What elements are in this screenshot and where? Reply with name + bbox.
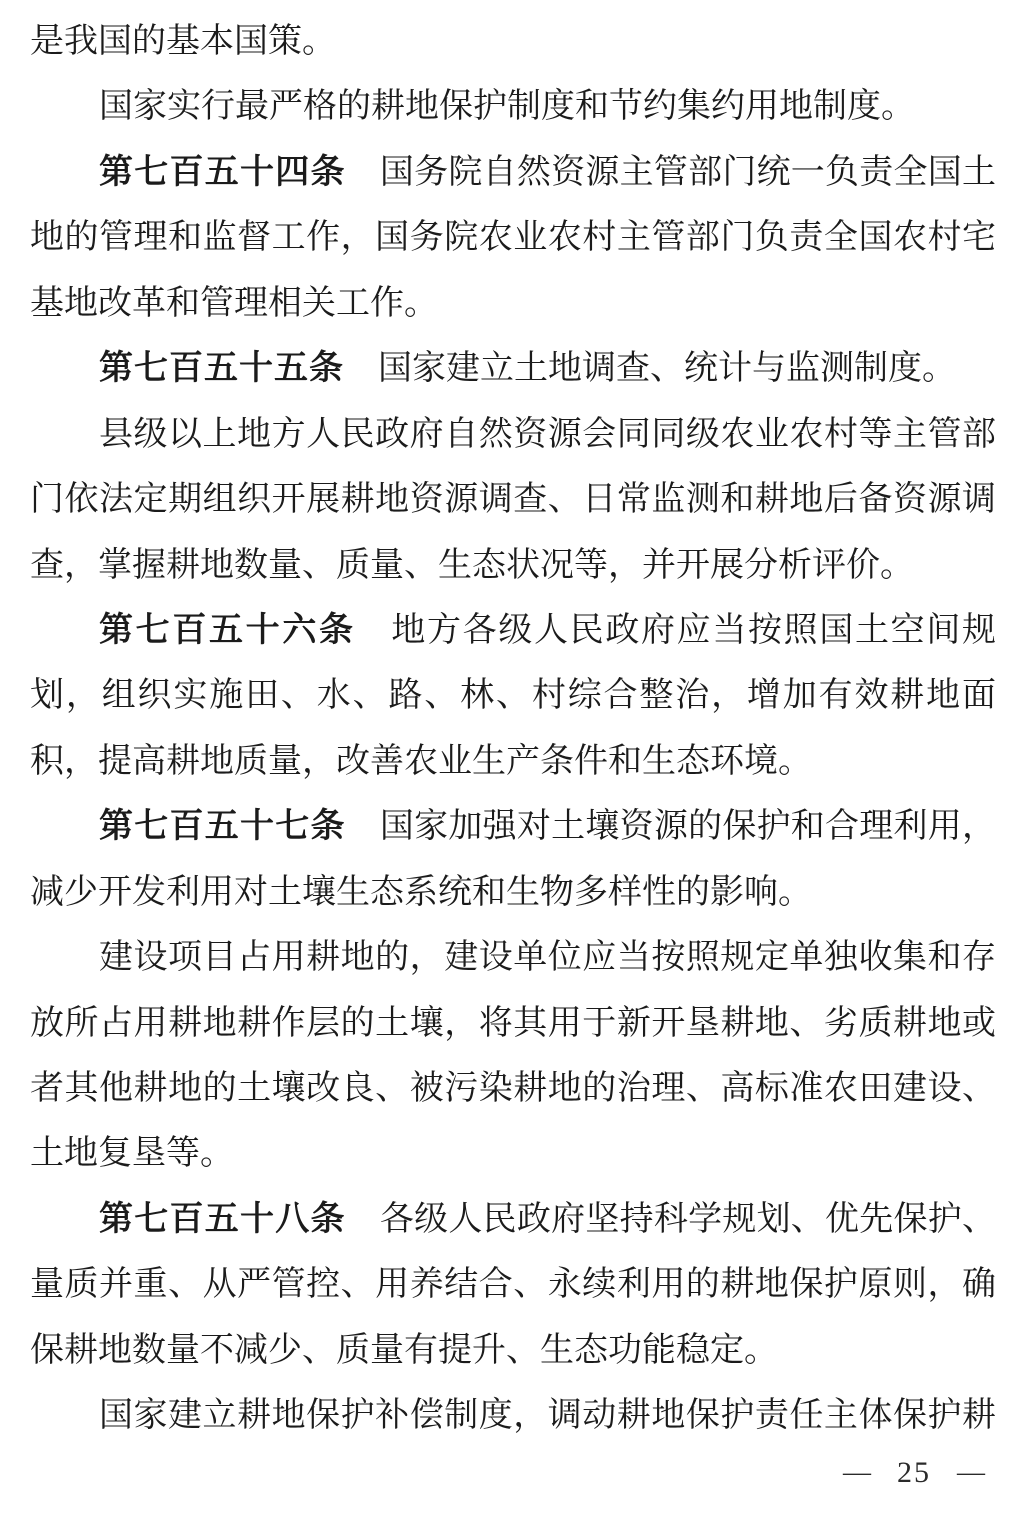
line-text: 地的管理和监督工作，国务院农业农村主管部门负责全国农村宅 xyxy=(30,219,996,257)
line-text: 土地复垦等。 xyxy=(30,1135,234,1173)
line-text: 划，组织实施田、水、路、林、村综合整治，增加有效耕地面 xyxy=(30,677,996,715)
line-text: 查，掌握耕地数量、质量、生态状况等，并开展分析评价。 xyxy=(30,546,914,584)
line-text: 各级人民政府坚持科学规划、优先保护、 xyxy=(345,1200,997,1238)
text-line xyxy=(30,205,996,270)
text-line xyxy=(30,860,996,925)
line-text: 量质并重、从严管控、用养结合、永续利用的耕地保护原则，确 xyxy=(30,1266,996,1304)
article-number: 第七百五十七条 xyxy=(99,807,346,846)
article-number: 第七百五十四条 xyxy=(99,152,346,191)
text-line xyxy=(30,925,996,990)
text-line xyxy=(30,991,996,1056)
line-text: 建设项目占用耕地的，建设单位应当按照规定单独收集和存 xyxy=(99,939,996,977)
document-body xyxy=(30,9,996,1449)
line-text: 县级以上地方人民政府自然资源会同同级农业农村等主管部 xyxy=(99,415,996,453)
text-line xyxy=(30,467,996,532)
text-line xyxy=(30,729,996,794)
line-text: 是我国的基本国策。 xyxy=(30,23,336,60)
text-line xyxy=(30,402,996,467)
article-number: 第七百五十六条 xyxy=(99,610,356,649)
line-text: 国家建立耕地保护补偿制度，调动耕地保护责任主体保护耕 xyxy=(99,1397,996,1435)
text-line xyxy=(30,1318,996,1383)
line-text: 国家实行最严格的耕地保护制度和节约集约用地制度。 xyxy=(99,88,915,126)
line-text: 国家建立土地调查、统计与监测制度。 xyxy=(344,350,956,388)
text-line xyxy=(30,1187,996,1252)
text-line xyxy=(30,1056,996,1121)
line-text: 国家加强对土壤资源的保护和合理利用， xyxy=(345,808,997,846)
text-line xyxy=(30,1252,996,1317)
article-number: 第七百五十八条 xyxy=(99,1199,346,1238)
page-footer xyxy=(843,1456,985,1490)
article-number: 第七百五十五条 xyxy=(99,349,344,388)
footer-left-dash: — xyxy=(843,1457,871,1488)
text-line xyxy=(30,598,996,663)
text-line xyxy=(30,794,996,859)
page-number: 25 xyxy=(897,1456,931,1489)
text-line xyxy=(30,140,996,205)
text-line xyxy=(30,271,996,336)
text-line xyxy=(30,74,996,139)
line-text: 减少开发利用对土壤生态系统和生物多样性的影响。 xyxy=(30,873,812,911)
line-text: 者其他耕地的土壤改良、被污染耕地的治理、高标准农田建设、 xyxy=(30,1070,996,1107)
line-text: 积，提高耕地质量，改善农业生产条件和生态环境。 xyxy=(30,742,812,780)
footer-right-dash: — xyxy=(957,1457,985,1488)
line-text: 基地改革和管理相关工作。 xyxy=(30,284,438,322)
text-line xyxy=(30,9,996,74)
text-line xyxy=(30,663,996,728)
line-text: 国务院自然资源主管部门统一负责全国土 xyxy=(345,153,997,191)
text-line xyxy=(30,336,996,401)
text-line xyxy=(30,533,996,598)
line-text: 放所占用耕地耕作层的土壤，将其用于新开垦耕地、劣质耕地或 xyxy=(30,1004,996,1042)
text-line xyxy=(30,1383,996,1448)
line-text: 地方各级人民政府应当按照国土空间规 xyxy=(355,611,997,649)
text-line xyxy=(30,1121,996,1186)
line-text: 门依法定期组织开展耕地资源调查、日常监测和耕地后备资源调 xyxy=(30,481,996,519)
line-text: 保耕地数量不减少、质量有提升、生态功能稳定。 xyxy=(30,1331,778,1369)
